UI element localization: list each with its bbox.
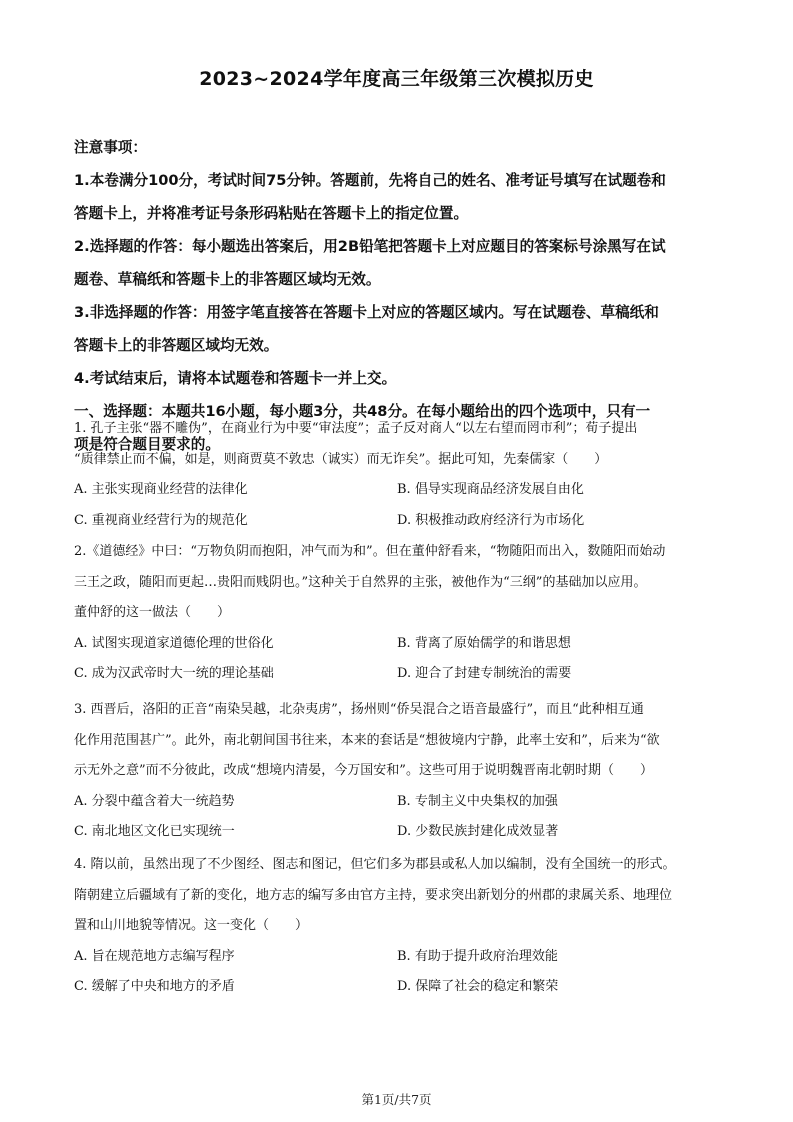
question-text: 3. 西晋后，洛阳的正音“南染吴越，北杂夷虏”，扬州则“侨吴混合之语音最盛行”，而且“此种相互通 [74,702,644,717]
notice-line: 答题卡上的非答题区域均无效。 [74,337,279,354]
section-heading-cont: 项是符合题目要求的。 [74,436,220,453]
notice-heading: 注意事项： [74,139,147,156]
question-text: 1. 孔子主张“器不雕伪”，在商业行为中要“审法度”；孟子反对商人“以左右望而罔市利”；荀子提出 [74,421,638,436]
option-b: B. 倡导实现商品经济发展自由化 [397,482,584,497]
notice-line: 3.非选择题的作答：用签字笔直接答在答题卡上对应的答题区域内。写在试题卷、草稿纸和 [74,304,659,321]
question-text: 2.《道德经》中曰：“万物负阴而抱阳，冲气而为和”。但在董仲舒看来，“物随阳而出入，数随阳而始动 [74,544,666,559]
option-row [74,659,734,690]
question-1 [74,414,734,536]
page-title: 2023~2024学年度高三年级第三次模拟历史 [199,68,594,90]
option-d: D. 迎合了封建专制统治的需要 [397,666,572,681]
option-a: A. 分裂中蕴含着大一统趋势 [74,793,235,809]
option-b: B. 专制主义中央集权的加强 [397,793,558,809]
option-c: C. 成为汉武帝时大一统的理论基础 [74,666,274,681]
section-heading: 一、选择题：本题共16小题，每小题3分，共48分。在每小题给出的四个选项中，只有一 [74,403,651,420]
option-c: C. 南北地区文化已实现统一 [74,824,235,839]
question-text: 董仲舒的这一做法（ ） [74,605,231,620]
option-row [74,629,734,660]
question-4 [74,850,734,1003]
option-d: D. 保障了社会的稳定和繁荣 [397,979,559,994]
option-row [74,506,734,537]
option-row [74,787,734,818]
notice-block [74,131,734,461]
notice-line: 题卷、草稿纸和答题卡上的非答题区域均无效。 [74,271,381,288]
notice-line: 2.选择题的作答：每小题选出答案后，用2B铅笔把答题卡上对应题目的答案标号涂黑写在试 [74,238,666,255]
question-text: 4. 隋以前，虽然出现了不少图经、图志和图记，但它们多为郡县或私人加以编制，没有全国统一的形式。 [74,857,676,872]
notice-line: 答题卡上，并将准考证号条形码粘贴在答题卡上的指定位置。 [74,205,469,222]
option-b: B. 有助于提升政府治理效能 [397,948,558,964]
question-text: 示无外之意”而不分彼此，改成“想境内清晏，今万国安和”。这些可用于说明魏晋南北朝时期（ ） [74,763,653,778]
question-text: 置和山川地貌等情况。这一变化（ ） [74,918,309,933]
option-c: C. 重视商业经营行为的规范化 [74,512,248,528]
option-d: D. 积极推动政府经济行为市场化 [397,512,585,528]
notice-line: 4.考试结束后，请将本试题卷和答题卡一并上交。 [74,370,397,387]
option-row [74,817,734,848]
page-number: 第1页/共7页 [361,1092,432,1107]
option-d: D. 少数民族封建化成效显著 [397,824,559,839]
option-a: A. 主张实现商业经营的法律化 [74,482,248,497]
option-a: A. 试图实现道家道德伦理的世俗化 [74,635,274,651]
option-row [74,475,734,506]
option-c: C. 缓解了中央和地方的矛盾 [74,979,235,994]
option-b: B. 背离了原始儒学的和谐思想 [397,635,571,651]
option-a: A. 旨在规范地方志编写程序 [74,948,235,964]
notice-line: 1.本卷满分100分，考试时间75分钟。答题前，先将自己的姓名、准考证号填写在试题卷和 [74,172,666,189]
option-row [74,972,734,1003]
question-text: 隋朝建立后疆域有了新的变化，地方志的编写多由官方主持，要求突出新划分的州郡的隶属关系、地理位 [74,887,673,903]
question-text: 三王之政，随阳而更起…贵阳而贱阴也。”这种关于自然界的主张，被他作为“三纲”的基础加以应用。 [74,574,647,590]
question-text: “质律禁止而不偏，如是，则商贾莫不敦忠（诚实）而无诈矣”。据此可知，先秦儒家（ ） [74,451,608,467]
option-row [74,942,734,973]
question-2 [74,537,734,690]
question-text: 化作用范围甚广”。此外，南北朝间国书往来，本来的套话是“想彼境内宁静，此率土安和”，后来为“欲 [74,732,660,748]
question-3 [74,695,734,848]
